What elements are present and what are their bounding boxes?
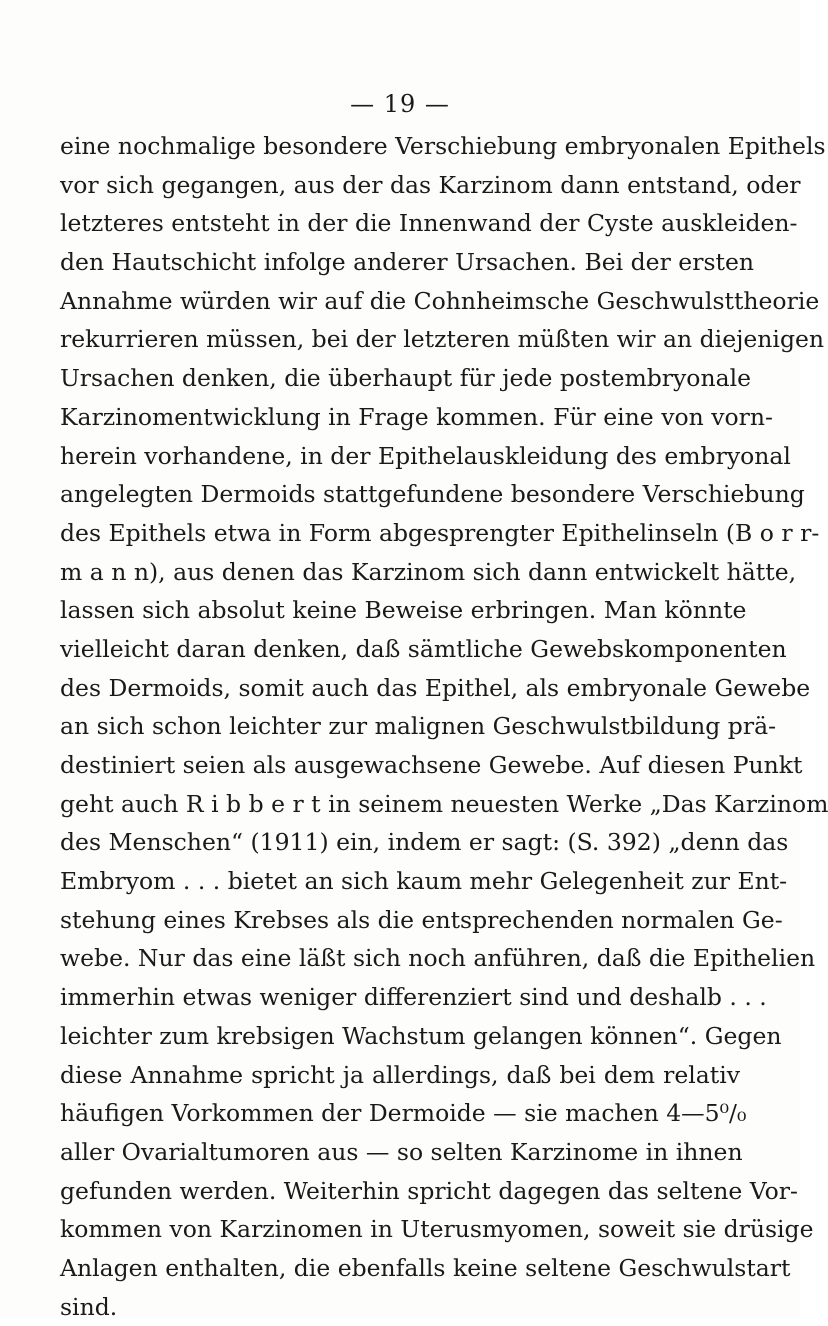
text-line: eine nochmalige besondere Verschiebung embryonalen Epithels	[60, 132, 826, 160]
text-line: m a n n), aus denen das Karzinom sich dann entwickelt hätte,	[60, 557, 797, 586]
text-line: leichter zum krebsigen Wachstum gelangen können“. Gegen	[60, 1021, 782, 1050]
text-line: immerhin etwas weniger differenziert sind und deshalb . . .	[60, 983, 767, 1012]
text-line: sind.	[60, 1292, 118, 1321]
page-number: — 19 —	[350, 90, 450, 118]
text-line: geht auch R i b b e r t in seinem neuesten Werke „Das Karzinom	[60, 789, 828, 818]
text-line: aller Ovarialtumoren aus — so selten Karzinome in ihnen	[60, 1137, 743, 1166]
text-line: Annahme würden wir auf die Cohnheimsche Geschwulsttheorie	[60, 286, 820, 315]
text-line: Karzinomentwicklung in Frage kommen. Für eine von vorn-	[60, 402, 773, 431]
text-line: webe. Nur das eine läßt sich noch anführen, daß die Epithelien	[60, 944, 816, 973]
text-line: des Dermoids, somit auch das Epithel, als embryonale Gewebe	[60, 673, 811, 702]
text-line: lassen sich absolut keine Beweise erbringen. Man könnte	[60, 596, 747, 625]
body-text	[60, 127, 828, 1326]
text-line: den Hautschicht infolge anderer Ursachen. Bei der ersten	[60, 248, 754, 277]
text-line: Ursachen denken, die überhaupt für jede postembryonale	[60, 364, 752, 393]
text-line: destiniert seien als ausgewachsene Gewebe. Auf diesen Punkt	[60, 751, 803, 779]
text-line: häufigen Vorkommen der Dermoide — sie machen 4—5⁰/₀	[60, 1099, 747, 1128]
text-line: diese Annahme spricht ja allerdings, daß bei dem relativ	[60, 1060, 740, 1089]
text-line: des Epithels etwa in Form abgesprengter Epithelinseln (B o r r-	[60, 518, 820, 547]
text-line: rekurrieren müssen, bei der letzteren müßten wir an diejenigen	[60, 325, 825, 354]
text-line: Embryom . . . bietet an sich kaum mehr Gelegenheit zur Ent-	[60, 867, 788, 896]
text-line: herein vorhandene, in der Epithelauskleidung des embryonal	[60, 441, 791, 470]
text-line: des Menschen“ (1911) ein, indem er sagt: (S. 392) „denn das	[60, 828, 789, 857]
text-line: angelegten Dermoids stattgefundene besondere Verschiebung	[60, 480, 805, 509]
text-line: an sich schon leichter zur malignen Geschwulstbildung prä-	[60, 712, 777, 741]
text-line: letzteres entsteht in der die Innenwand der Cyste auskleiden-	[60, 209, 798, 238]
text-line: gefunden werden. Weiterhin spricht dagegen das seltene Vor-	[60, 1176, 798, 1205]
text-line: Anlagen enthalten, die ebenfalls keine seltene Geschwulstart	[60, 1253, 791, 1282]
text-line: stehung eines Krebses als die entsprechenden normalen Ge-	[60, 905, 783, 934]
text-line: kommen von Karzinomen in Uterusmyomen, soweit sie drüsige	[60, 1215, 814, 1244]
text-line: vor sich gegangen, aus der das Karzinom dann entstand, oder	[60, 170, 801, 199]
text-line: vielleicht daran denken, daß sämtliche Gewebskomponenten	[60, 634, 787, 663]
